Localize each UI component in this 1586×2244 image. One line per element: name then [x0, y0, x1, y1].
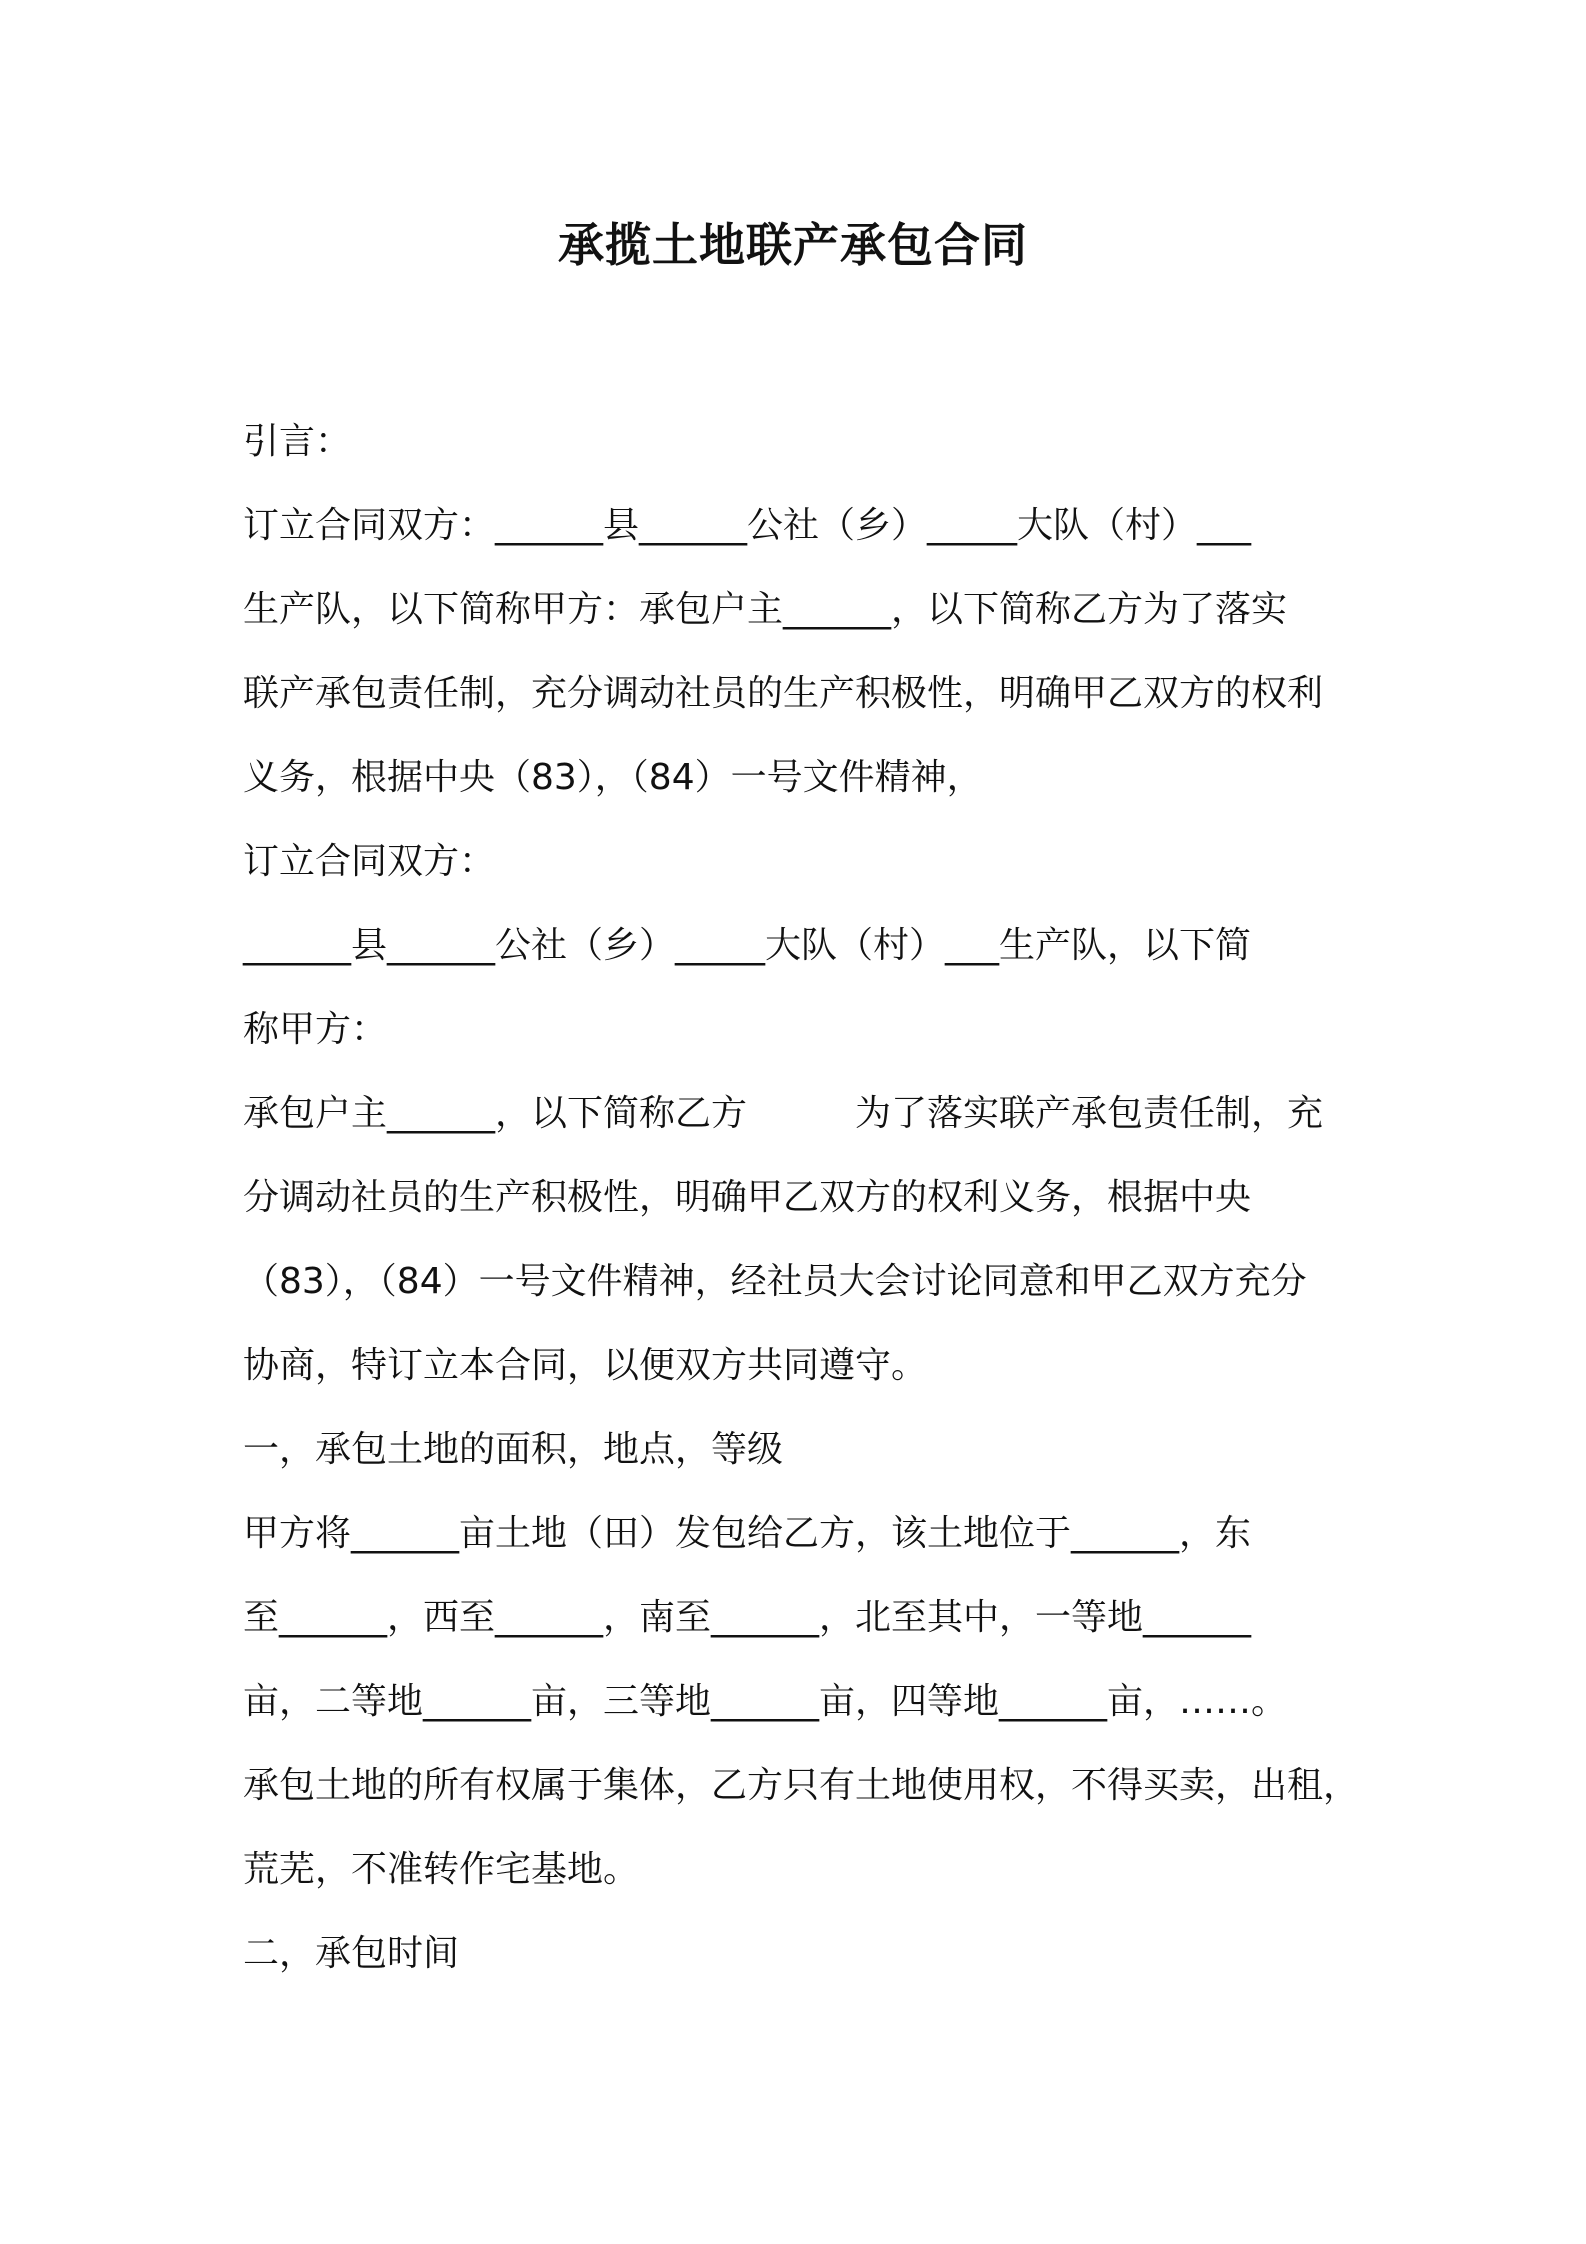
section-heading: 一，承包土地的面积，地点，等级 — [243, 1429, 784, 1470]
document-body — [243, 400, 1363, 1996]
body-line: （83），（84）一号文件精神，经社员大会讨论同意和甲乙双方充分 — [243, 1261, 1307, 1302]
body-line: 生产队，以下简称甲方：承包户主______，以下简称乙方为了落实 — [243, 589, 1288, 630]
body-line: 引言： — [243, 421, 352, 462]
body-line: 称甲方： — [243, 1009, 388, 1050]
body-line: 联产承包责任制，充分调动社员的生产积极性，明确甲乙双方的权利 — [243, 673, 1324, 714]
body-line: ______县______公社（乡）_____大队（村）___生产队，以下简 — [243, 925, 1252, 966]
body-line: 协商，特订立本合同，以便双方共同遵守。 — [243, 1345, 928, 1386]
body-line: 订立合同双方：______县______公社（乡）_____大队（村）___ — [243, 505, 1252, 546]
body-line: 承包土地的所有权属于集体，乙方只有土地使用权，不得买卖，出租， — [243, 1765, 1360, 1806]
section-heading: 二，承包时间 — [243, 1933, 460, 1974]
body-line: 甲方将______亩土地（田）发包给乙方，该土地位于______，东 — [243, 1513, 1252, 1554]
body-line: 承包户主______，以下简称乙方 为了落实联产承包责任制，充 — [243, 1093, 1324, 1134]
body-line: 亩，二等地______亩，三等地______亩，四等地______亩，……。 — [243, 1681, 1288, 1722]
body-line: 至______，西至______，南至______，北至其中，一等地______ — [243, 1597, 1252, 1638]
document-title: 承揽土地联产承包合同 — [558, 218, 1028, 272]
body-line: 荒芜，不准转作宅基地。 — [243, 1849, 640, 1890]
body-line: 义务，根据中央（83），（84）一号文件精神， — [243, 757, 983, 798]
body-line: 订立合同双方： — [243, 841, 496, 882]
body-line: 分调动社员的生产积极性，明确甲乙双方的权利义务，根据中央 — [243, 1177, 1252, 1218]
